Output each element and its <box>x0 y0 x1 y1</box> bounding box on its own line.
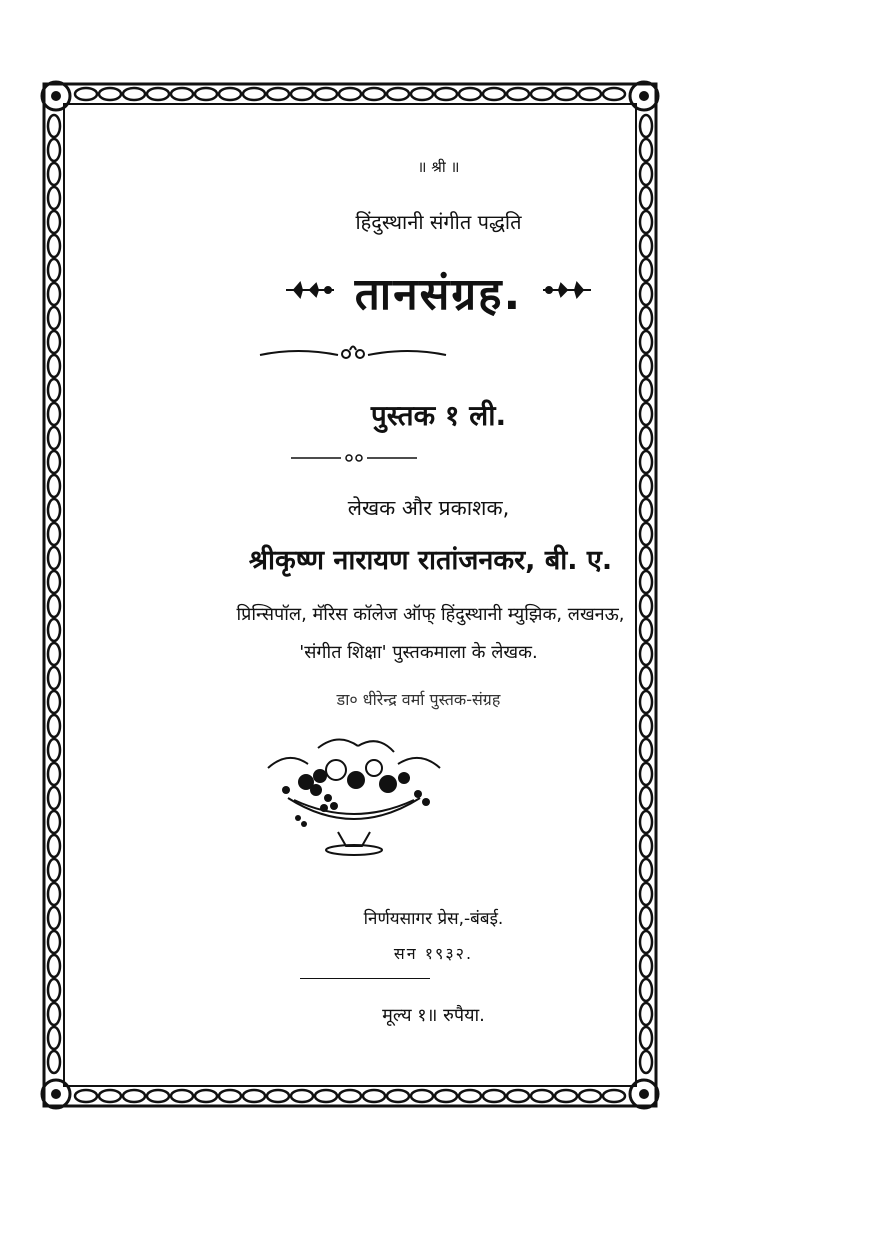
fruit-bowl-illustration <box>258 728 450 864</box>
chain-link <box>507 88 529 100</box>
year: सन १९३२. <box>393 944 474 963</box>
series-title: हिंदुस्थानी संगीत पद्धति <box>355 210 522 234</box>
chain-link <box>99 1090 121 1102</box>
chain-link <box>640 451 652 473</box>
chain-link <box>579 88 601 100</box>
fleuron-right-icon <box>541 280 593 304</box>
chain-link <box>48 115 60 137</box>
chain-link <box>75 88 97 100</box>
chain-link <box>531 88 553 100</box>
chain-link <box>339 1090 361 1102</box>
author-role: लेखक और प्रकाशक, <box>347 496 510 520</box>
chain-link <box>267 88 289 100</box>
chain-link <box>603 88 625 100</box>
chain-link <box>48 811 60 833</box>
chain-link <box>640 979 652 1001</box>
chain-link <box>483 88 505 100</box>
chain-link <box>48 451 60 473</box>
chain-link <box>459 88 481 100</box>
chain-link <box>555 1090 577 1102</box>
library-stamp: डा० धीरेन्द्र वर्मा पुस्तक-संग्रह <box>336 690 501 709</box>
chain-link <box>291 88 313 100</box>
chain-link <box>640 235 652 257</box>
chain-link <box>363 88 385 100</box>
chain-link <box>640 787 652 809</box>
chain-link <box>640 187 652 209</box>
main-title: तानसंग्रह. <box>354 269 523 320</box>
press: निर्णयसागर प्रेस,-बंबई. <box>363 909 504 929</box>
chain-link <box>459 1090 481 1102</box>
chain-link <box>48 835 60 857</box>
chain-link <box>640 1051 652 1073</box>
fleuron-left-icon <box>284 280 336 304</box>
chain-link <box>555 88 577 100</box>
author-works: 'संगीत शिक्षा' पुस्तकमाला के लेखक. <box>299 642 538 663</box>
divider-rule <box>300 978 430 979</box>
chain-link <box>579 1090 601 1102</box>
chain-link <box>171 88 193 100</box>
chain-link <box>48 979 60 1001</box>
chain-link <box>315 1090 337 1102</box>
price: मूल्य १॥ रुपैया. <box>382 1005 485 1026</box>
author-position: प्रिन्सिपॉल, मॅरिस कॉलेज ऑफ् हिंदुस्थानी म्युझिक, लखनऊ, <box>236 604 625 625</box>
chain-link <box>195 1090 217 1102</box>
chain-link <box>411 88 433 100</box>
author-name: श्रीकृष्ण नारायण रातांजनकर, बी. ए. <box>248 545 613 576</box>
chain-link <box>147 88 169 100</box>
chain-link <box>640 883 652 905</box>
chain-link <box>640 811 652 833</box>
chain-link <box>48 331 60 353</box>
chain-link <box>291 1090 313 1102</box>
volume: पुस्तक १ ली. <box>370 399 507 432</box>
chain-link <box>640 331 652 353</box>
chain-link <box>99 88 121 100</box>
chain-link <box>48 667 60 689</box>
chain-link <box>219 88 241 100</box>
chain-link <box>603 1090 625 1102</box>
chain-link <box>435 1090 457 1102</box>
chain-link <box>640 667 652 689</box>
chain-link <box>48 883 60 905</box>
chain-link <box>195 88 217 100</box>
chain-link <box>640 763 652 785</box>
invocation: ॥ श्री ॥ <box>417 158 460 176</box>
chain-link <box>435 88 457 100</box>
chain-link <box>640 1027 652 1049</box>
chain-link <box>48 235 60 257</box>
chain-link <box>48 355 60 377</box>
chain-link <box>171 1090 193 1102</box>
divider-ornament <box>258 343 448 367</box>
chain-link <box>48 787 60 809</box>
chain-link <box>387 88 409 100</box>
chain-link <box>48 859 60 881</box>
chain-link <box>243 1090 265 1102</box>
main-title-row <box>0 262 877 322</box>
chain-link <box>339 88 361 100</box>
chain-link <box>640 355 652 377</box>
chain-link <box>483 1090 505 1102</box>
chain-link <box>123 88 145 100</box>
chain-link <box>48 1051 60 1073</box>
chain-link <box>147 1090 169 1102</box>
chain-link <box>123 1090 145 1102</box>
chain-link <box>48 1027 60 1049</box>
chain-link <box>640 115 652 137</box>
chain-link <box>48 739 60 761</box>
chain-link <box>48 187 60 209</box>
chain-link <box>243 88 265 100</box>
chain-link <box>640 739 652 761</box>
chain-link <box>219 1090 241 1102</box>
divider-ornament-small <box>289 450 419 469</box>
chain-link <box>267 1090 289 1102</box>
chain-link <box>411 1090 433 1102</box>
chain-link <box>315 88 337 100</box>
chain-link <box>387 1090 409 1102</box>
chain-link <box>75 1090 97 1102</box>
chain-link <box>363 1090 385 1102</box>
chain-link <box>507 1090 529 1102</box>
chain-link <box>48 763 60 785</box>
chain-link <box>640 859 652 881</box>
chain-link <box>531 1090 553 1102</box>
chain-link <box>640 835 652 857</box>
chain-link <box>48 715 60 737</box>
chain-link <box>640 715 652 737</box>
